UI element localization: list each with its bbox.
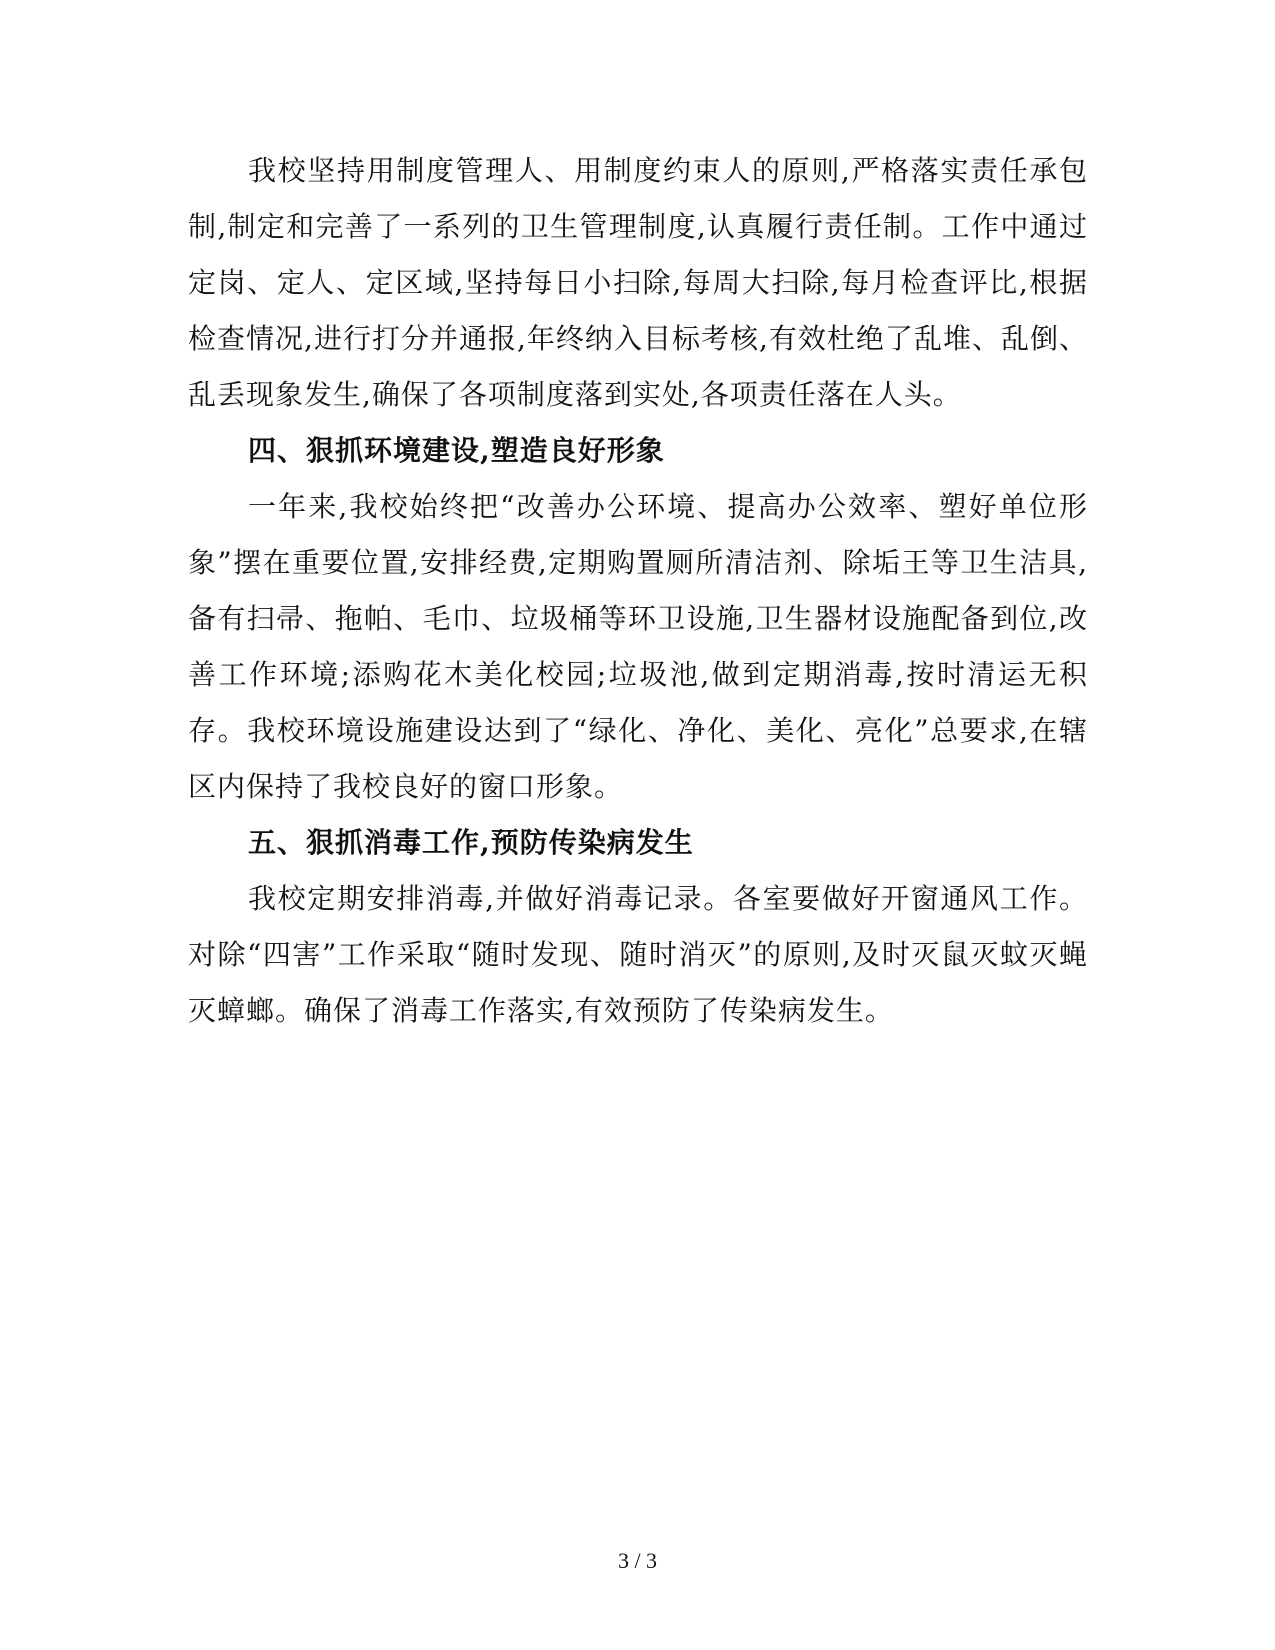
paragraph-responsibility-system: 我校坚持用制度管理人、用制度约束人的原则,严格落实责任承包制,制定和完善了一系列的卫生管理制度,认真履行责任制。工作中通过定岗、定人、定区域,坚持每日小扫除,每周大扫除,每月检查评比,根据检查情况,进行打分并通报,年终纳入目标考核,有效杜绝了乱堆、乱倒、乱丢现象发生,确保了各项制度落到实处,各项责任落在人头。 xyxy=(188,154,1088,411)
document-body xyxy=(188,143,1088,1039)
section-heading-environment: 四、狠抓环境建设,塑造良好形象 xyxy=(248,434,665,467)
page-number: 3 / 3 xyxy=(617,1548,658,1573)
paragraph-disinfection: 我校定期安排消毒,并做好消毒记录。各室要做好开窗通风工作。对除“四害”工作采取“随时发现、随时消灭”的原则,及时灭鼠灭蚊灭蝇灭蟑螂。确保了消毒工作落实,有效预防了传染病发生。 xyxy=(188,882,1088,1027)
paragraph-environment: 一年来,我校始终把“改善办公环境、提高办公效率、塑好单位形象”摆在重要位置,安排经费,定期购置厕所清洁剂、除垢王等卫生洁具,备有扫帚、拖帕、毛巾、垃圾桶等环卫设施,卫生器材设施配备到位,改善工作环境;添购花木美化校园;垃圾池,做到定期消毒,按时清运无积存。我校环境设施建设达到了“绿化、净化、美化、亮化”总要求,在辖区内保持了我校良好的窗口形象。 xyxy=(188,490,1088,803)
section-heading-disinfection: 五、狠抓消毒工作,预防传染病发生 xyxy=(248,826,694,859)
